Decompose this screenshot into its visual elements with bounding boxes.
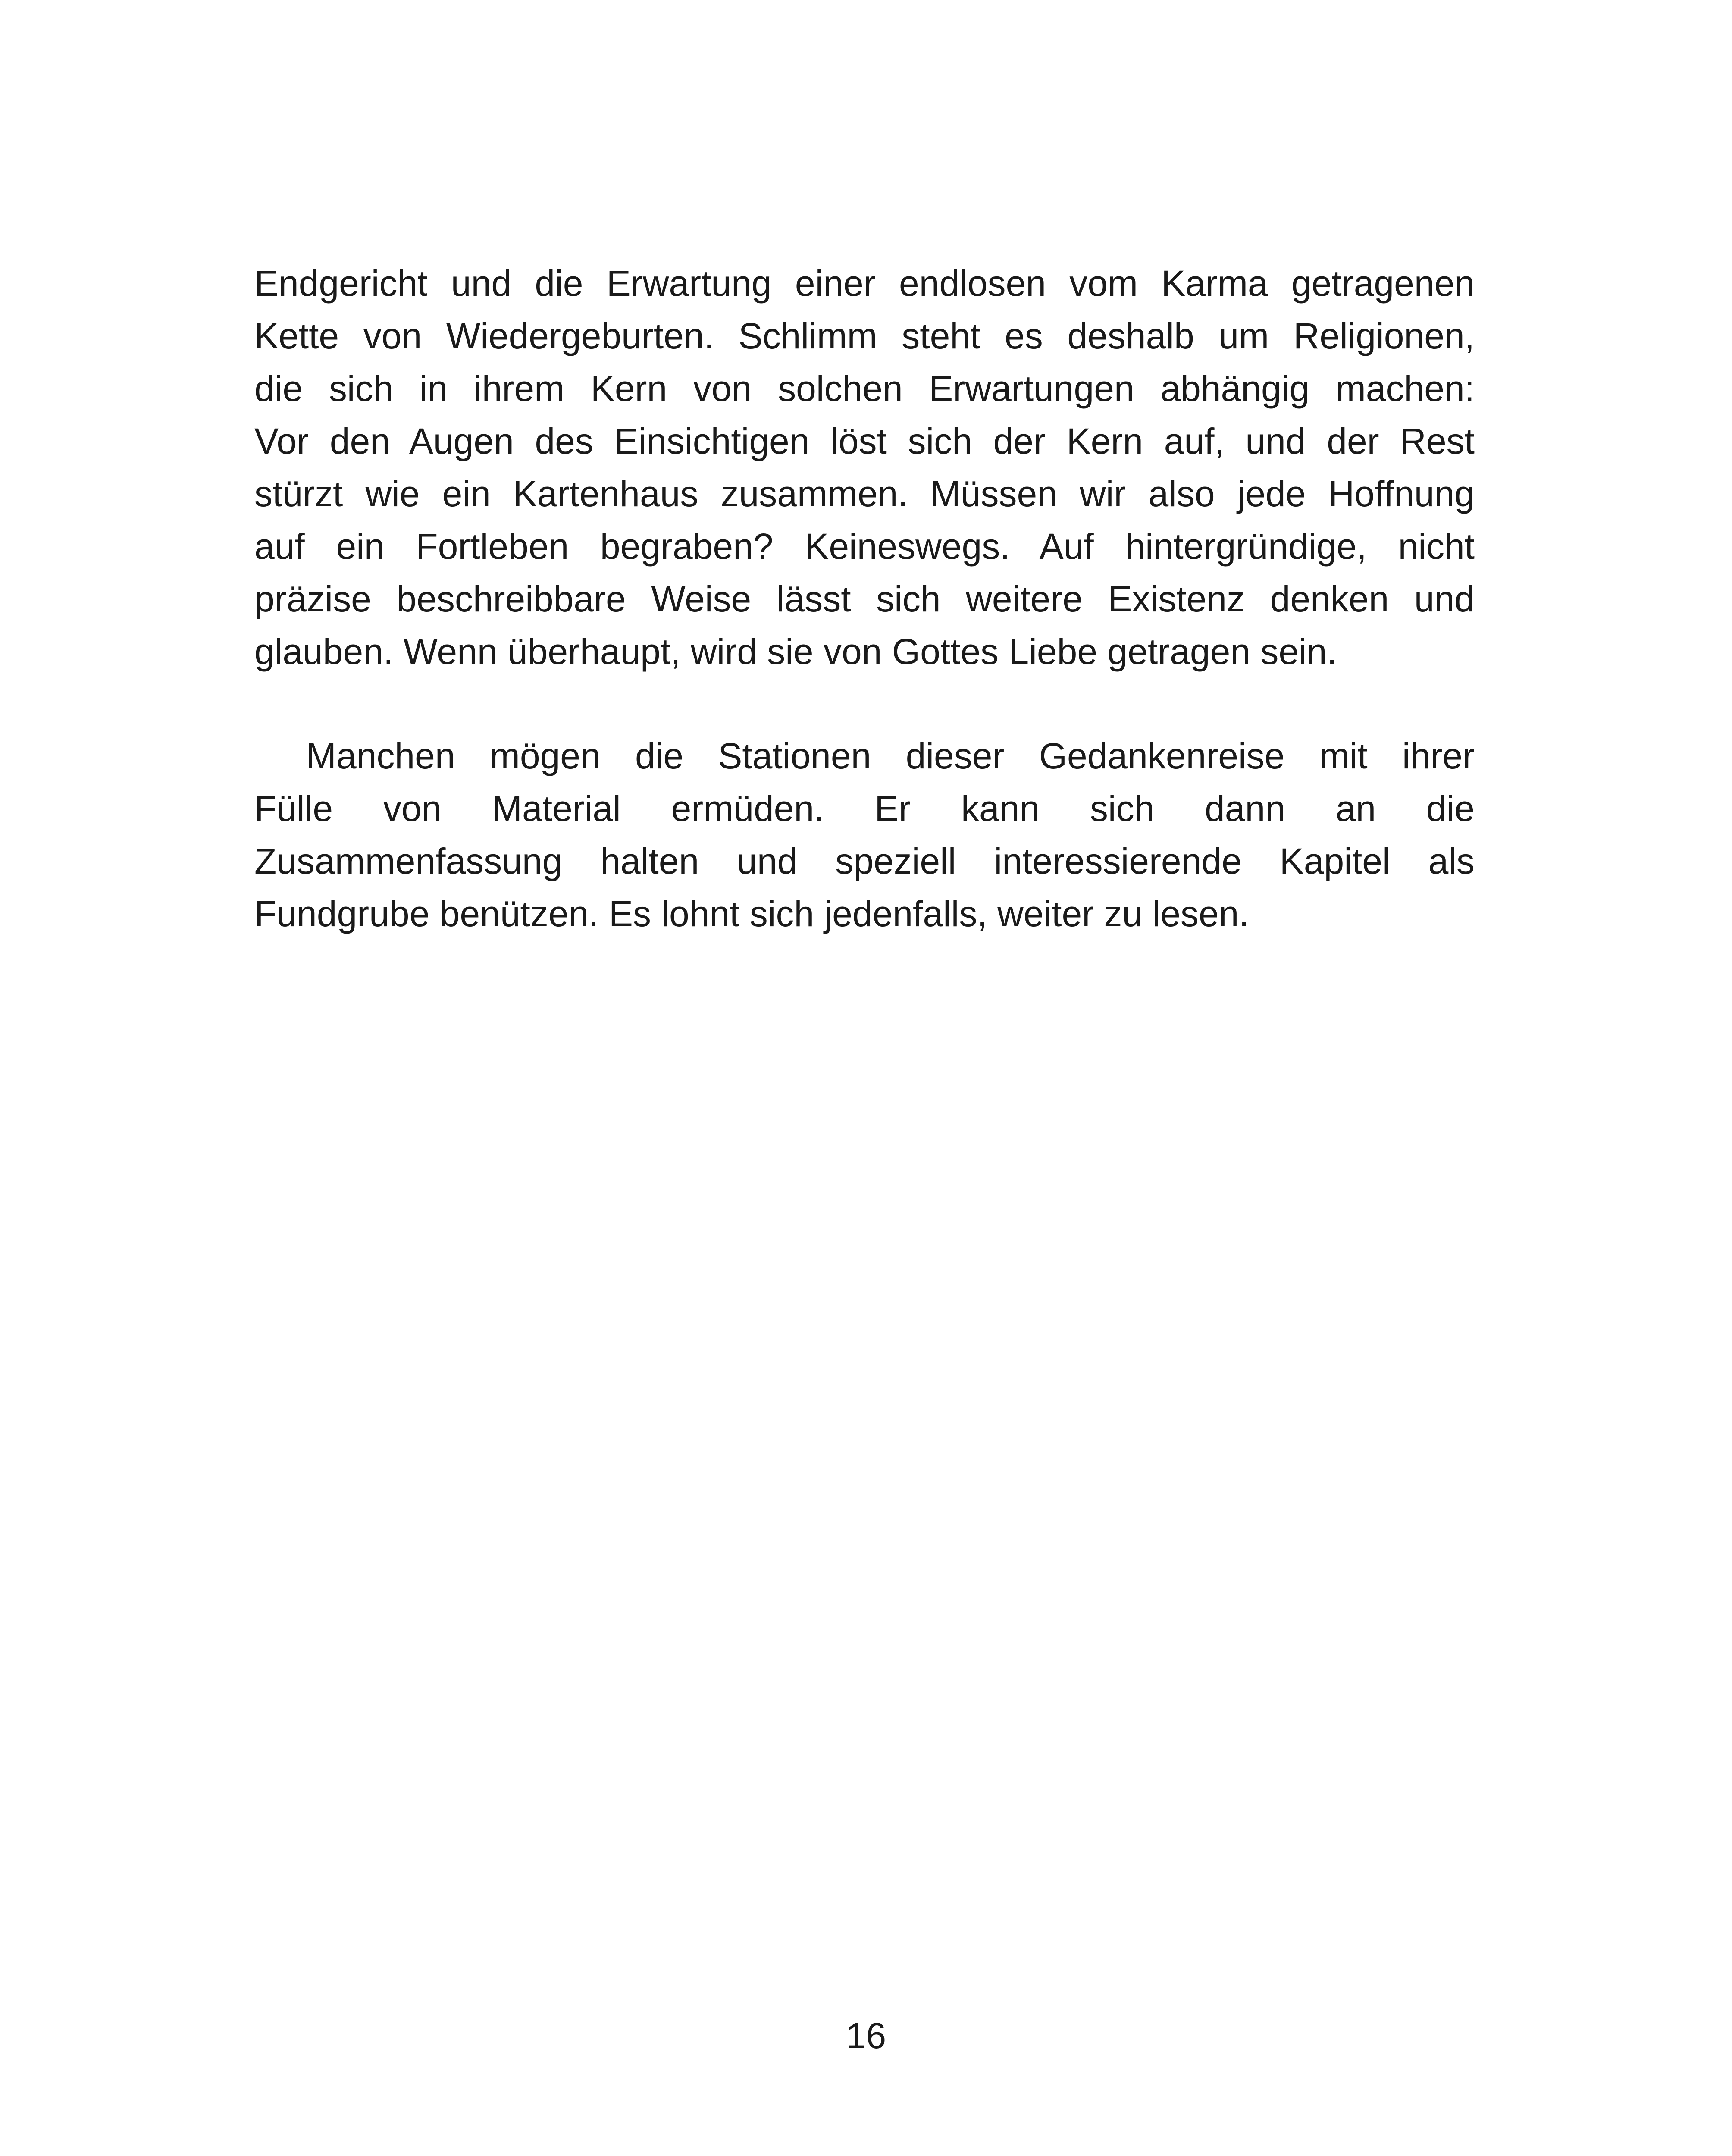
text-line: Manchen mögen die Stationen dieser Gedankenreise mit ihrer bbox=[306, 736, 1475, 776]
text-line: präzise beschreibbare Weise lässt sich weitere Existenz denken und bbox=[254, 579, 1475, 619]
text-line: Zusammenfassung halten und speziell interessierende Kapitel als bbox=[254, 841, 1475, 881]
text-line: die sich in ihrem Kern von solchen Erwartungen abhängig machen: bbox=[254, 368, 1475, 409]
text-line: auf ein Fortleben begraben? Keineswegs. Auf hintergründige, nicht bbox=[254, 526, 1475, 567]
text-line: stürzt wie ein Kartenhaus zusammen. Müssen wir also jede Hoffnung bbox=[254, 473, 1475, 514]
paragraph-2 bbox=[254, 730, 1475, 940]
page-number: 16 bbox=[846, 2015, 886, 2056]
paragraph-1 bbox=[254, 257, 1475, 678]
text-line: Vor den Augen des Einsichtigen löst sich der Kern auf, und der Rest bbox=[254, 421, 1475, 461]
text-line: glauben. Wenn überhaupt, wird sie von Gottes Liebe getragen sein. bbox=[254, 631, 1337, 672]
text-line: Endgericht und die Erwartung einer endlosen vom Karma getragenen bbox=[254, 263, 1475, 304]
text-line: Fundgrube benützen. Es lohnt sich jedenfalls, weiter zu lesen. bbox=[254, 893, 1249, 934]
text-line: Fülle von Material ermüden. Er kann sich dann an die bbox=[254, 788, 1475, 829]
text-line: Kette von Wiedergeburten. Schlimm steht es deshalb um Religionen, bbox=[254, 316, 1475, 356]
